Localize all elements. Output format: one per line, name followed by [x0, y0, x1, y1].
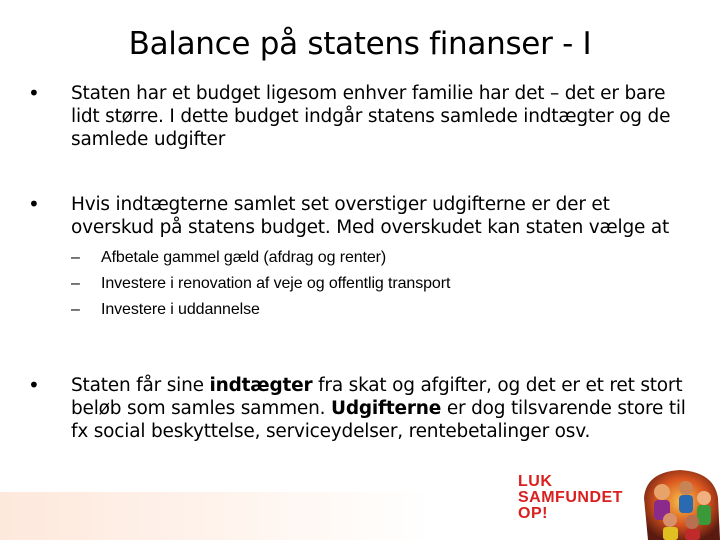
- sub-item-infrastructure: [71, 271, 688, 297]
- dash-marker: –: [71, 301, 80, 318]
- logo-wordmark: [518, 474, 623, 522]
- text-part: fra skat og afgifter, og det er et ret stort beløb som samles sammen.: [71, 375, 683, 419]
- bullet-dot: •: [28, 192, 40, 216]
- text-part: er dog tilsvarende store til fx social beskyttelse, serviceydelser, rentebetalinger osv.: [71, 398, 686, 442]
- slide-title: Balance på statens finanser - I: [128, 26, 592, 62]
- bullet-text: Staten har et budget ligesom enhver familie har det – det er bare lidt større. I dette budget indgår statens samlede indtægter og de samlede udgifter: [71, 83, 671, 150]
- dash-marker: –: [71, 275, 80, 292]
- logo-line: LUK: [518, 473, 553, 490]
- sub-list: [71, 245, 688, 323]
- logo-line: SAMFUNDET: [518, 489, 623, 506]
- bullet-text: Hvis indtægterne samlet set overstiger udgifterne er der et overskud på statens budget. Med overskudet kan staten vælge at: [71, 194, 670, 238]
- logo-collage-image: [640, 468, 720, 540]
- bullet-dot: •: [28, 81, 40, 105]
- logo-line: OP!: [518, 505, 548, 522]
- bullet-text: [71, 375, 686, 442]
- sub-item-text: Investere i renovation af veje og offentlig transport: [101, 275, 451, 292]
- bullet-item-surplus: [28, 193, 688, 323]
- sub-item-text: Investere i uddannelse: [101, 301, 260, 318]
- text-part: Staten får sine: [71, 375, 210, 396]
- dash-marker: –: [71, 249, 80, 266]
- bullet-item-revenue: [28, 374, 688, 443]
- sub-item-education: [71, 297, 688, 323]
- bullet-item-budget: [28, 82, 688, 151]
- bullet-dot: •: [28, 373, 40, 397]
- bold-revenue: indtægter: [209, 375, 313, 396]
- sub-item-debt: [71, 245, 688, 271]
- sub-item-text: Afbetale gammel gæld (afdrag og renter): [101, 249, 387, 266]
- bold-expenses: Udgifterne: [331, 398, 442, 419]
